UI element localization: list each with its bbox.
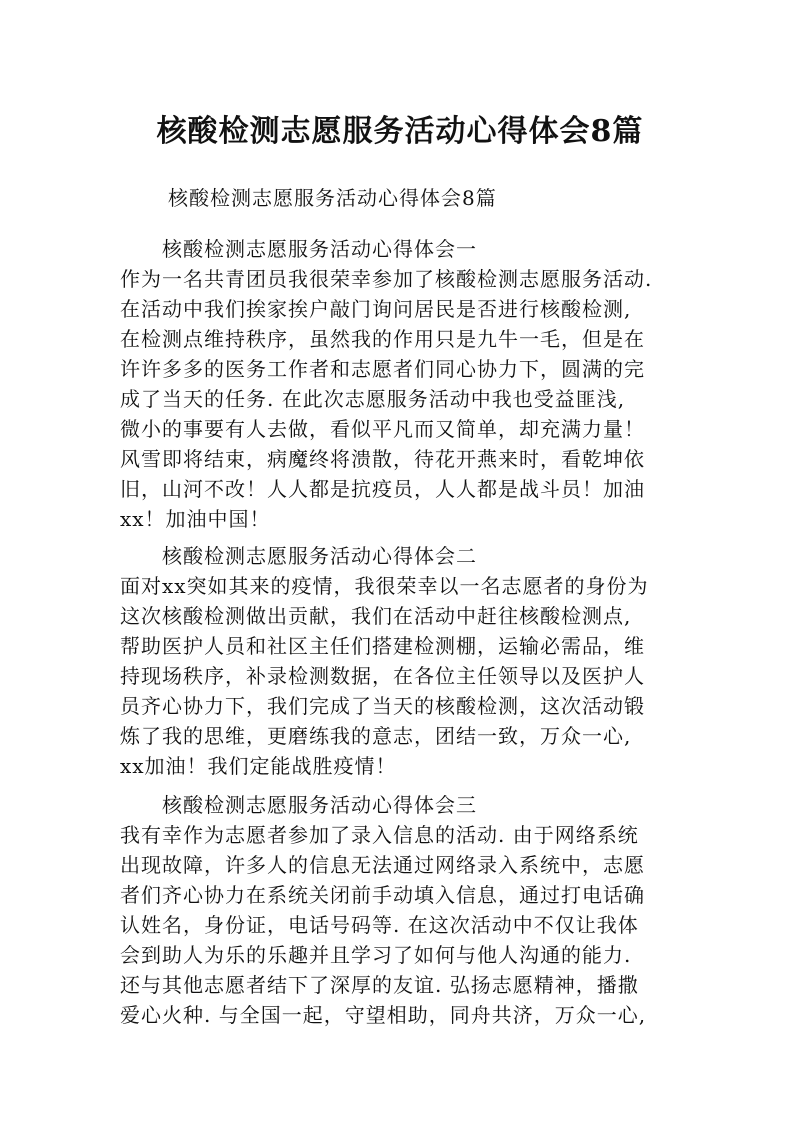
body-line: 炼了我的思维，更磨练我的意志，团结一致，万众一心, bbox=[120, 724, 632, 748]
body-line: xx加油！我们定能战胜疫情！ bbox=[120, 754, 397, 778]
document-subtitle: 核酸检测志愿服务活动心得体会8篇 bbox=[168, 186, 497, 210]
body-line: 爱心火种. 与全国一起，守望相助，同舟共济，万众一心, bbox=[120, 1003, 647, 1027]
body-line: 许许多多的医务工作者和志愿者们同心协力下，圆满的完 bbox=[120, 357, 645, 381]
document-title: 核酸检测志愿服务活动心得体会8篇 bbox=[156, 114, 644, 149]
body-line: 帮助医护人员和社区主任们搭建检测棚，运输必需品，维 bbox=[120, 634, 645, 658]
body-line: 旧，山河不改！人人都是抗疫员，人人都是战斗员！加油 bbox=[120, 477, 645, 501]
body-line: 出现故障，许多人的信息无法通过网络录入系统中，志愿 bbox=[120, 853, 645, 877]
section-body bbox=[120, 264, 652, 534]
body-line: 这次核酸检测做出贡献，我们在活动中赶往核酸检测点, bbox=[120, 604, 632, 628]
section-heading: 核酸检测志愿服务活动心得体会二 bbox=[162, 544, 477, 568]
section-body bbox=[120, 820, 646, 1030]
body-line: 会到助人为乐的乐趣并且学习了如何与他人沟通的能力. bbox=[120, 943, 632, 967]
body-line: 风雪即将结束，病魔终将溃散，待花开燕来时，看乾坤依 bbox=[120, 447, 645, 471]
body-line: 在活动中我们挨家挨户敲门询问居民是否进行核酸检测, bbox=[120, 297, 632, 321]
body-line: 成了当天的任务. 在此次志愿服务活动中我也受益匪浅, bbox=[120, 387, 626, 411]
body-line: xx！加油中国！ bbox=[120, 507, 271, 531]
body-line: 在检测点维持秩序，虽然我的作用只是九牛一毛，但是在 bbox=[120, 327, 645, 351]
body-line: 我有幸作为志愿者参加了录入信息的活动. 由于网络系统 bbox=[120, 823, 639, 847]
section-body bbox=[120, 571, 649, 781]
body-line: 作为一名共青团员我很荣幸参加了核酸检测志愿服务活动. bbox=[120, 267, 653, 291]
body-line: 认姓名，身份证，电话号码等. 在这次活动中不仅让我体 bbox=[120, 913, 639, 937]
body-line: 微小的事要有人去做，看似平凡而又简单，却充满力量！ bbox=[120, 417, 645, 441]
section-heading: 核酸检测志愿服务活动心得体会一 bbox=[162, 237, 477, 261]
body-line: 面对xx突如其来的疫情，我很荣幸以一名志愿者的身份为 bbox=[120, 574, 649, 598]
body-line: 者们齐心协力在系统关闭前手动填入信息，通过打电话确 bbox=[120, 883, 645, 907]
body-line: 还与其他志愿者结下了深厚的友谊. 弘扬志愿精神，播撒 bbox=[120, 973, 639, 997]
body-line: 持现场秩序，补录检测数据，在各位主任领导以及医护人 bbox=[120, 664, 645, 688]
section-heading: 核酸检测志愿服务活动心得体会三 bbox=[162, 793, 477, 817]
body-line: 员齐心协力下，我们完成了当天的核酸检测，这次活动锻 bbox=[120, 694, 645, 718]
